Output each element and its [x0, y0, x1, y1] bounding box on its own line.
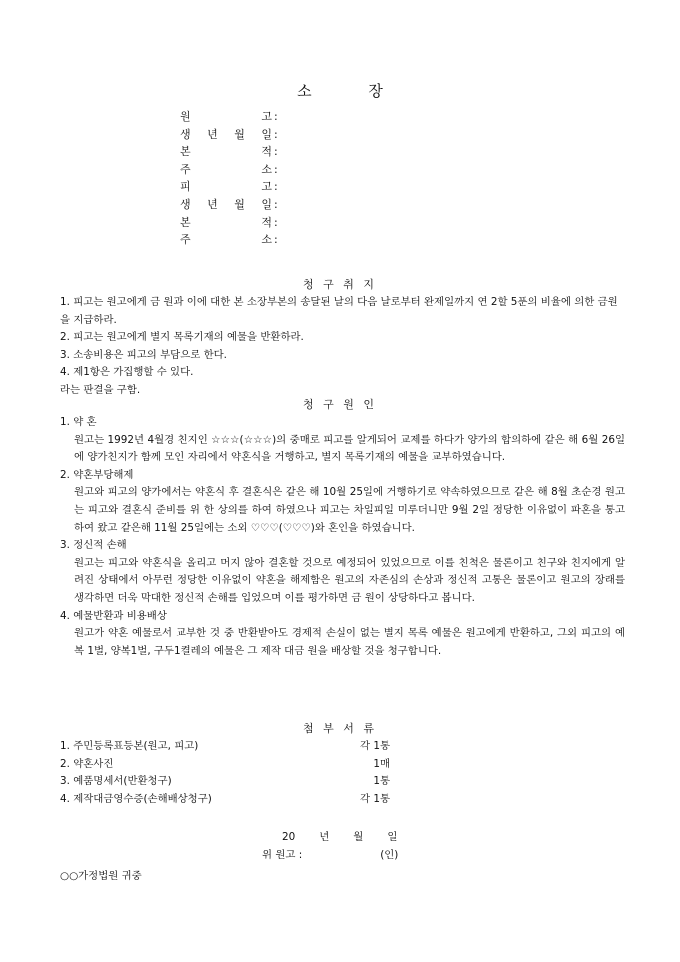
party-label-char: 소 [261, 233, 272, 247]
cause-heading: 3. 정신적 손해 [60, 539, 127, 552]
party-label [180, 214, 272, 232]
party-label-char: 고 [261, 110, 272, 123]
cause-heading: 1. 약 혼 [60, 416, 97, 428]
attachment-row [60, 738, 390, 756]
cause-body: 원고는 1992년 4월경 친지인 ☆☆☆(☆☆☆)의 중매로 피고를 알게되어 교제를 하다가 양가의 합의하에 같은 해 6월 26일에 양가친지가 함께 모인 자리에서 약혼식을 거행하고, 별지 목록기재의 예물을 교부하였습니다. [74, 433, 625, 464]
filing-date [282, 828, 421, 843]
party-row [180, 214, 278, 232]
date-year: 20 [282, 831, 296, 843]
party-label-char: 월 [234, 197, 245, 211]
claim-item: 라는 판결을 구함. [60, 383, 141, 396]
party-label [180, 143, 272, 161]
party-row [180, 126, 278, 144]
attachment-name: 4. 제작대금영수증(손해배상청구) [60, 792, 212, 805]
party-colon: : [274, 145, 278, 159]
attachment-name: 1. 주민등록표등본(원고, 피고) [60, 740, 199, 752]
party-label-char: 적 [261, 215, 272, 229]
party-row [180, 196, 278, 214]
party-label-char: 생 [180, 127, 191, 141]
party-colon: : [274, 110, 278, 123]
party-label-char: 생 [180, 197, 191, 211]
signer-line [262, 846, 398, 861]
attachments-title: 첨 부 서 류 [303, 722, 377, 735]
cause-heading: 2. 약혼부당해제 [60, 468, 134, 481]
party-row [180, 161, 278, 179]
party-label [180, 178, 272, 196]
attachment-row [60, 791, 390, 809]
party-label-char: 원 [180, 110, 191, 123]
claim-item: 4. 제1항은 가집행할 수 있다. [60, 366, 194, 379]
party-label [180, 161, 272, 179]
party-label-char: 년 [207, 197, 218, 211]
claim-item: 1. 피고는 원고에게 금 원과 이에 대한 본 소장부본의 송달된 날의 다음 날로부터 완제일까지 연 2할 5푼의 비율에 의한 금원을 지급하라. [60, 296, 618, 326]
party-label-char: 본 [180, 215, 191, 229]
party-label [180, 108, 272, 126]
party-label [180, 196, 272, 214]
attachment-name: 2. 약혼사진 [60, 757, 114, 770]
party-colon: : [274, 127, 278, 141]
seal-mark: (인) [380, 849, 399, 861]
claim-purpose-title: 청 구 취 지 [303, 278, 377, 291]
party-colon: : [274, 180, 278, 194]
claim-item: 3. 소송비용은 피고의 부담으로 한다. [60, 348, 227, 361]
court-addressee: ○○가정법원 귀중 [60, 870, 142, 882]
date-day-label: 일 [387, 831, 398, 843]
cause-body: 원고는 피고와 약혼식을 올리고 머지 않아 결혼할 것으로 예정되어 있었으므로 이를 친척은 물론이고 친구와 친지에게 알려진 상태에서 아무런 정당한 이유없이 약혼을 해제함은 원고의 자존심의 손상과 정신적 고통은 물론이고 원고의 장래를 생각하면 더욱 막대한 정신적 손해를 입었으며 이를 평가하면 금 원이 상당하다고 봅니다. [74, 556, 625, 604]
claim-item: 2. 피고는 원고에게 별지 목록기재의 예물을 반환하라. [60, 331, 304, 344]
party-row [180, 231, 278, 249]
cause-heading: 4. 예물반환과 비용배상 [60, 609, 167, 622]
attachment-count: 각 1통 [360, 740, 390, 752]
party-label-char: 고 [261, 180, 272, 194]
party-label-char: 소 [261, 162, 272, 176]
party-label [180, 231, 272, 249]
attachment-count: 1매 [373, 757, 390, 770]
attachment-row [60, 756, 390, 774]
date-year-label: 년 [319, 831, 330, 843]
cause-body: 원고와 피고의 양가에서는 약혼식 후 결혼식은 같은 해 10월 25일에 거행하기로 약속하였으므로 같은 해 8월 초순경 원고는 피고와 결혼식 준비를 위 한 상의를 하여 하였으나 피고는 차일피일 미루더니만 9월 2일 정당한 이유없이 파혼을 통고하여 왔고 같은해 11월 25일에는 소외 ♡♡♡(♡♡♡)와 혼인을 하였습니다. [74, 486, 625, 534]
party-colon: : [274, 215, 278, 229]
claim-cause-title: 청 구 원 인 [303, 398, 377, 411]
party-colon: : [274, 197, 278, 211]
party-label-char: 본 [180, 145, 191, 159]
party-label-char: 주 [180, 162, 191, 176]
party-row [180, 108, 278, 126]
attachments-list [60, 738, 390, 808]
party-label-char: 피 [180, 180, 191, 194]
attachment-count: 각 1통 [360, 792, 390, 805]
attachment-count: 1통 [373, 775, 390, 788]
party-label-char: 주 [180, 233, 191, 247]
signer-label: 위 원고 : [262, 849, 303, 861]
party-colon: : [274, 233, 278, 247]
claim-cause-list [60, 414, 625, 660]
party-label-char: 적 [261, 145, 272, 159]
document-title: 소 장 [297, 82, 409, 100]
party-label-char: 일 [261, 127, 272, 141]
party-label [180, 126, 272, 144]
party-info [180, 108, 278, 249]
party-row [180, 178, 278, 196]
party-row [180, 143, 278, 161]
cause-body: 원고가 약혼 예물로서 교부한 것 중 반환받아도 경제적 손실이 없는 별지 목록 예물은 원고에게 반환하고, 그외 피고의 예복 1벌, 양복1벌, 구두1켤레의 예물은 그 제작 대금 원을 배상할 것을 청구합니다. [74, 627, 625, 657]
party-label-char: 일 [261, 197, 272, 211]
party-colon: : [274, 162, 278, 176]
party-label-char: 월 [234, 127, 245, 141]
date-month-label: 월 [353, 831, 364, 843]
attachment-name: 3. 예품명세서(반환청구) [60, 775, 172, 788]
party-label-char: 년 [207, 127, 218, 141]
claim-purpose-list [60, 294, 625, 400]
attachment-row [60, 773, 390, 791]
